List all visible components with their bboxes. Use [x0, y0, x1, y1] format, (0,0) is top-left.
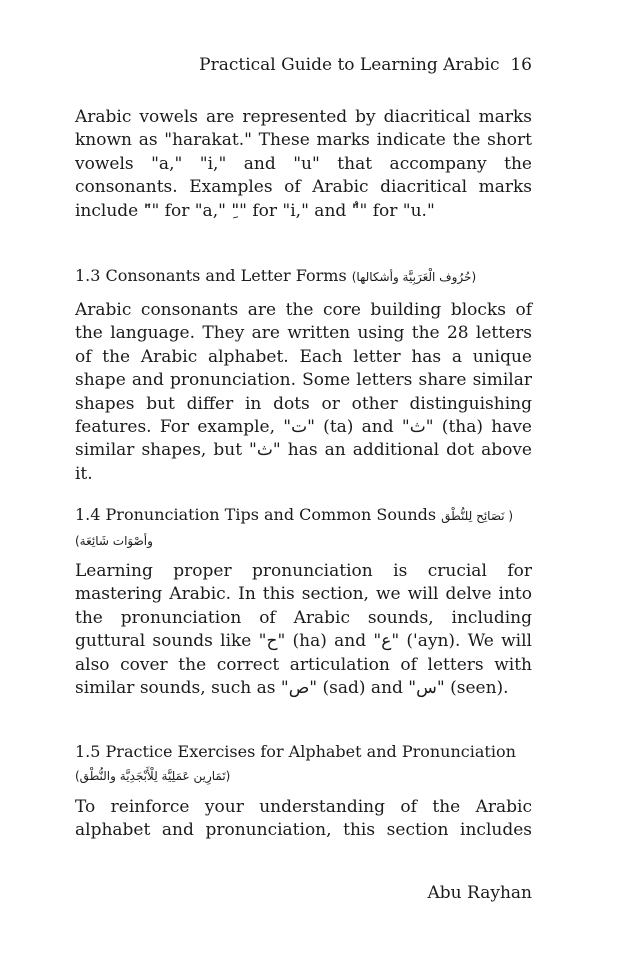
running-title: Practical Guide to Learning Arabic: [199, 55, 500, 75]
section-heading-1-3: [75, 264, 532, 289]
section-heading-arabic: (حُرُوف الْعَرَبِيَّة وأشكالها): [351, 270, 477, 284]
section-heading-arabic: (تَمَارِين عَمَلِيَّة لِلْأَبْجَدِيَّة والنُّطْق): [75, 769, 231, 783]
exercises-paragraph: To reinforce your understanding of the Arabic alphabet and pronunciation, this section includes: [75, 797, 532, 841]
consonants-paragraph: Arabic consonants are the core building blocks of the language. They are written using the 28 letters of the Arabic alphabet. Each letter has a unique shape and pronunciation. Some letters share similar shapes but differ in dots or other distinguishing features. For example, "ت" (ta) and "ث" (tha) have similar shapes, but "ث" has an additional dot above it.: [75, 300, 532, 484]
section-heading-1-4: [75, 503, 532, 553]
pronunciation-paragraph: Learning proper pronunciation is crucial for mastering Arabic. In this section, we will delve into the pronunciation of Arabic sounds, including guttural sounds like "ح" (ha) and "ع" ('ayn). We will also cover the correct articulation of letters with similar sounds, such as "ص" (sad) and "س" (seen).: [75, 561, 532, 699]
section-heading-arabic: ( نَصَائِح لِلنُّطْق وأصْوَات شَائِعَة): [75, 509, 514, 548]
vowels-paragraph: Arabic vowels are represented by diacritical marks known as "harakat." These marks indicate the short vowels "a," "i," and "u" that accompany the consonants. Examples of Arabic diacritical marks include "َ" for "a," "ِ" for "i," and "ُ" for "u.": [75, 107, 532, 221]
section-heading-text: 1.4 Pronunciation Tips and Common Sounds: [75, 505, 437, 524]
author-footer: Abu Rayhan: [427, 883, 532, 903]
running-header: [199, 55, 532, 75]
page-number: 16: [510, 55, 532, 75]
section-heading-1-5: [75, 740, 532, 788]
section-heading-text: 1.3 Consonants and Letter Forms: [75, 266, 347, 285]
section-heading-text: 1.5 Practice Exercises for Alphabet and Pronunciation: [75, 742, 516, 761]
